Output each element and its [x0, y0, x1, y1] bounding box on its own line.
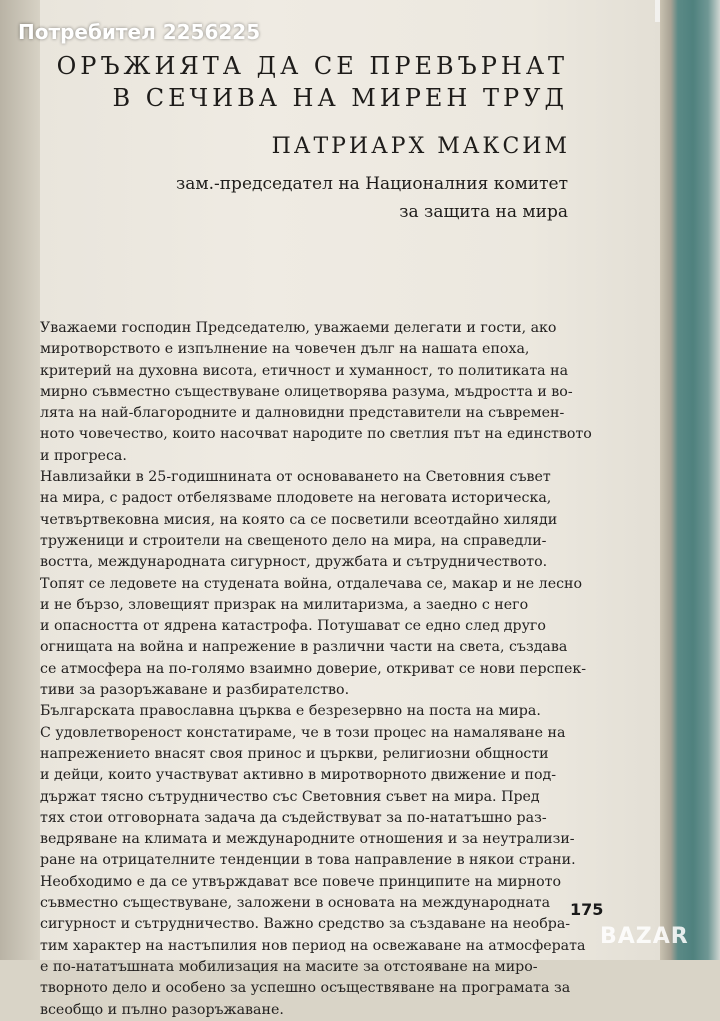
text-line: творното дело и особено за успешно осъществяване на програмата за: [40, 980, 571, 997]
text-line: огнищата на война и напрежение в различни части на света, създава: [40, 639, 568, 656]
title-line: ОРЪЖИЯТА ДА СЕ ПРЕВЪРНАТ: [56, 52, 568, 80]
text-line: Топят се ледовете на студената война, отдалечава се, макар и не лесно: [40, 575, 583, 592]
user-watermark: Потребител 2256225: [18, 20, 261, 44]
text-line: сигурност и сътрудничество. Важно средство за създаване на необра-: [40, 916, 571, 933]
text-line: ране на отрицателните тенденции в това направление в някои страни.: [40, 852, 576, 869]
bazar-logo: BAZAR: [600, 924, 689, 949]
title-line: В СЕЧИВА НА МИРЕН ТРУД: [112, 84, 568, 112]
text-line: и не бързо, зловещият призрак на милитаризма, а заедно с него: [40, 596, 529, 613]
text-line: Необходимо е да се утвърждават все повече принципите на мирното: [40, 873, 562, 890]
paragraph: [40, 318, 592, 467]
text-line: тях стои отговорната задача да съдействуват за по-нататъшно раз-: [40, 809, 547, 826]
text-line: ното човечество, които насочват народите по светлия път на единството: [40, 426, 592, 443]
text-line: ведряване на климата и международните отношения и за неутрализи-: [40, 831, 575, 848]
text-line: С удовлетвореност констатираме, че в този процес на намаляване на: [40, 724, 566, 741]
article-title: [57, 50, 568, 114]
text-line: Навлизайки в 25-годишнината от основаването на Световния съвет: [40, 469, 551, 486]
text-line: напрежението внасят своя принос и църкви, религиозни общности: [40, 745, 549, 762]
text-line: мирно съвместно съществуване олицетворява разума, мъдростта и во-: [40, 383, 573, 400]
subtitle-line: зам.-председател на Националния комитет: [175, 174, 568, 194]
text-line: критерий на духовна висота, етичност и хуманност, то политиката на: [40, 362, 569, 379]
author-position: [176, 170, 568, 226]
paragraph: [40, 467, 587, 701]
text-line: държат тясно сътрудничество със Световния съвет на мира. Пред: [40, 788, 540, 805]
page-number: 175: [570, 900, 604, 919]
text-line: Българската православна църква е безрезервно на поста на мира.: [40, 703, 541, 720]
text-line: е по-нататъшната мобилизация на масите за отстояване на миро-: [40, 958, 538, 975]
text-line: четвъртвековна мисия, на която са се посветили всеотдайно хиляди: [40, 511, 558, 528]
text-line: се атмосфера на по-голямо взаимно доверие, откриват се нови перспек-: [40, 660, 587, 677]
text-line: тиви за разоръжаване и разбирателство.: [40, 682, 350, 699]
text-line: всеобщо и пълно разоръжаване.: [40, 1001, 284, 1018]
text-line: миротворството е изпълнение на човечен дълг на нашата епоха,: [40, 341, 530, 358]
text-line: лята на най-благородните и далновидни представители на съвремен-: [40, 405, 565, 422]
text-line: на мира, с радост отбелязваме плодовете на неговата историческа,: [40, 490, 552, 507]
text-line: съвместно съществуване, заложени в основата на международната: [40, 895, 551, 912]
subtitle-line: за защита на мира: [399, 202, 568, 222]
paragraph: [40, 701, 575, 871]
paragraph: [40, 872, 586, 1021]
text-line: труженици и строители на свещеното дело на мира, на справедли-: [40, 532, 547, 549]
text-line: тим характер на настъпилия нов период на освежаване на атмосферата: [40, 937, 586, 954]
book-gutter: [0, 0, 40, 960]
book-spine: [660, 0, 720, 960]
text-line: Уважаеми господин Председателю, уважаеми делегати и гости, ако: [40, 320, 557, 336]
author-name: ПАТРИАРХ МАКСИМ: [271, 134, 570, 159]
text-line: и прогреса.: [40, 447, 127, 464]
text-line: и опасността от ядрена катастрофа. Потушават се едно след друго: [40, 618, 546, 635]
text-line: и дейци, които участвуват активно в миротворното движение и под-: [40, 767, 557, 784]
text-line: востта, международната сигурност, дружбата и сътрудничеството.: [40, 554, 548, 571]
